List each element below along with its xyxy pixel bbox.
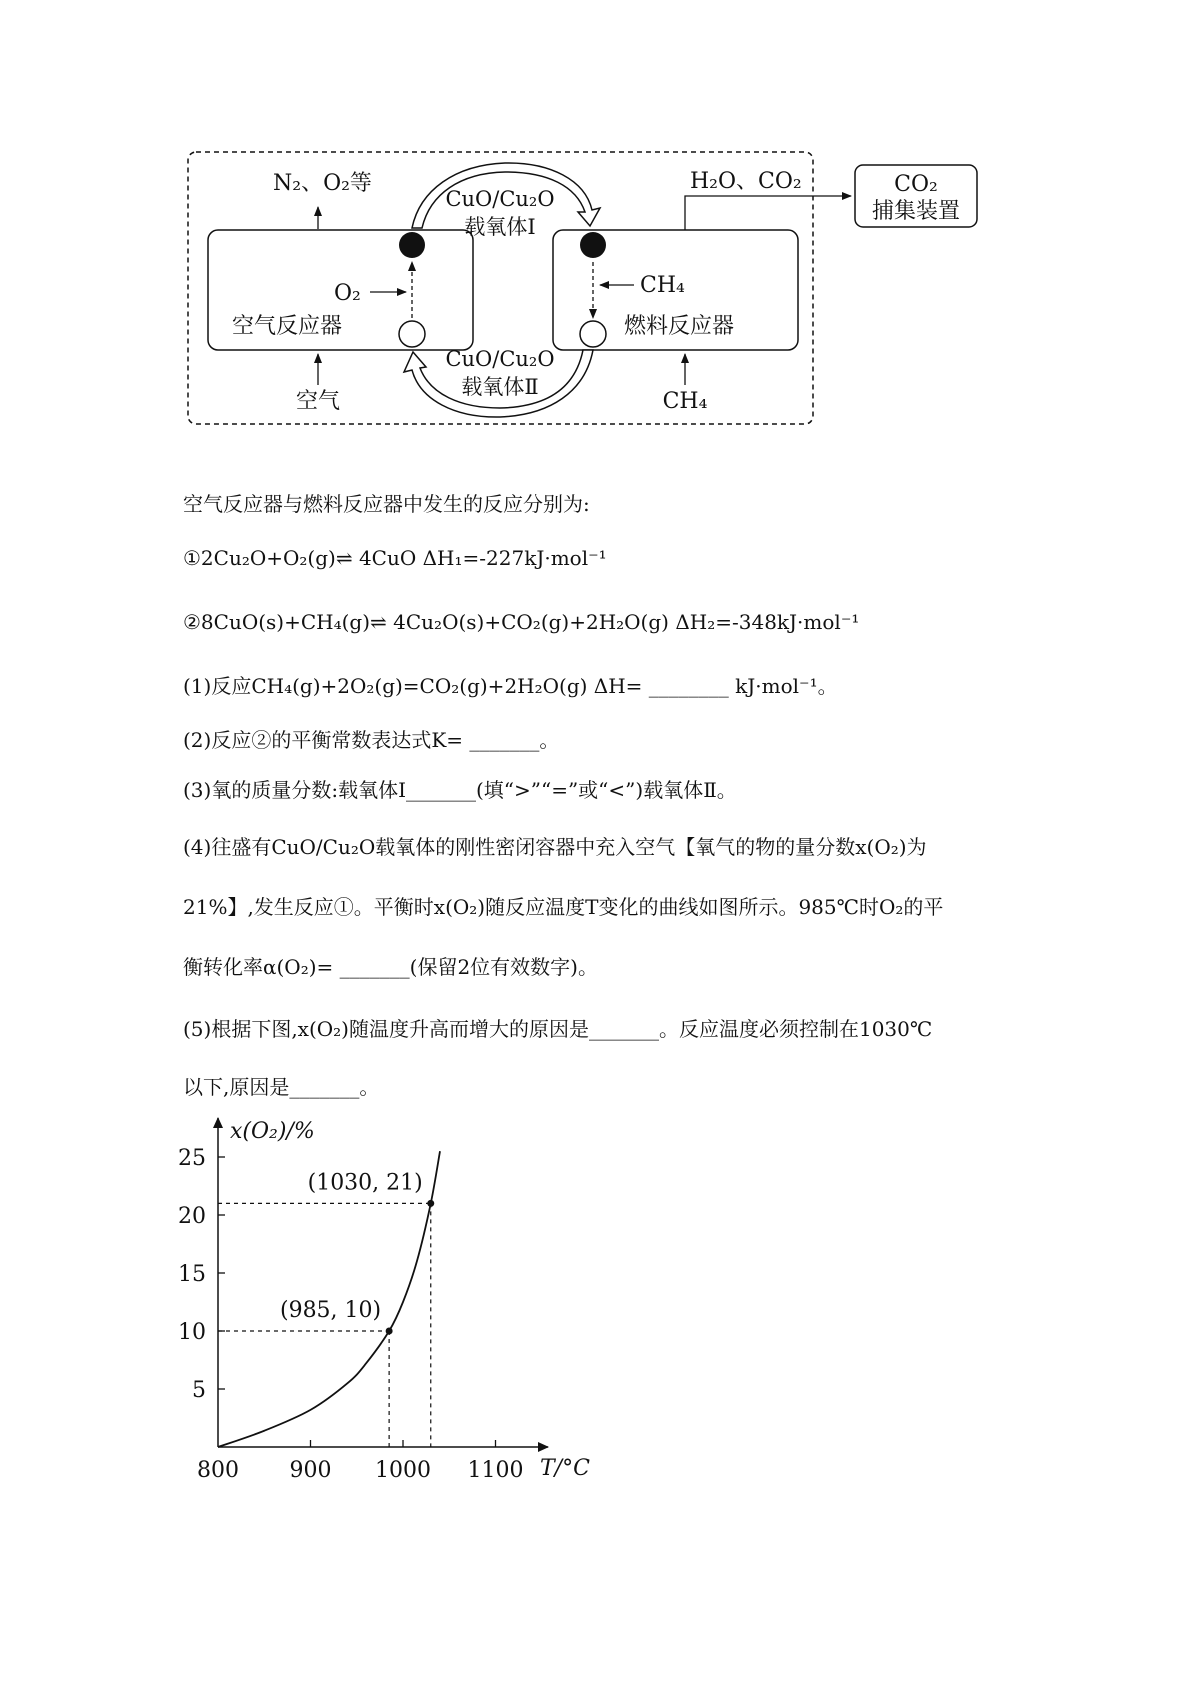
y-tick-label: 20 [178,1204,206,1229]
o2-label: O₂ [334,281,361,306]
intro-line: 空气反应器与燃料反应器中发生的反应分别为: [183,492,590,516]
data-point-label: (1030, 21) [307,1170,423,1196]
carrier-filled-right [580,232,606,258]
question-1: (1)反应CH₄(g)+2O₂(g)=CO₂(g)+2H₂O(g) ΔH= ________ kJ·mol⁻¹。 [183,674,838,698]
top-right-output-label: H₂O、CO₂ [690,169,802,194]
x-tick-label: 1000 [375,1458,431,1483]
fuel-reactor-label: 燃料反应器 [624,314,735,339]
reaction-1: ①2Cu₂O+O₂(g)⇌ 4CuO ΔH₁=-227kJ·mol⁻¹ [183,546,607,570]
carrier-bottom-label-2: 载氧体Ⅱ [461,375,539,399]
carrier-bottom-label-1: CuO/Cu₂O [445,347,555,371]
carrier-top-label-2: 载氧体Ⅰ [464,215,536,239]
question-5-line-1: (5)根据下图,x(O₂)随温度升高而增大的原因是_______。反应温度必须控制在1030℃ [183,1017,933,1041]
ch4-inner-label: CH₄ [640,273,685,298]
y-axis-label: x(O₂)/% [230,1119,315,1144]
x-tick-label: 900 [289,1458,332,1483]
y-tick-label: 25 [178,1146,206,1171]
reaction-2: ②8CuO(s)+CH₄(g)⇌ 4Cu₂O(s)+CO₂(g)+2H₂O(g) ΔH₂=-348kJ·mol⁻¹ [183,610,860,634]
air-reactor-label: 空气反应器 [232,314,343,339]
y-tick-label: 15 [178,1262,206,1287]
capture-label-1: CO₂ [894,172,938,197]
data-point-label: (985, 10) [279,1298,382,1323]
top-left-output-label: N₂、O₂等 [273,171,372,196]
question-2: (2)反应②的平衡常数表达式K= _______。 [183,728,560,752]
y-tick-label: 10 [178,1320,206,1345]
ch4-input-label: CH₄ [662,389,708,414]
process-diagram [0,0,1200,440]
carrier-empty-right [580,321,606,347]
question-5-line-2: 以下,原因是_______。 [183,1075,380,1099]
x-tick-label: 800 [197,1458,239,1483]
air-input-label: 空气 [295,389,341,414]
question-4-line-3: 衡转化率α(O₂)= _______(保留2位有效数字)。 [183,955,598,979]
carrier-filled-left [399,232,425,258]
carrier-empty-left [399,321,425,347]
x-axis-label: T/°C [540,1456,590,1481]
data-point [427,1200,434,1207]
xo2-temperature-chart [0,1100,1200,1520]
question-3: (3)氧的质量分数:载氧体Ⅰ_______(填“>”“=”或“<”)载氧体Ⅱ。 [183,778,737,802]
x-tick-label: 1100 [467,1458,524,1483]
capture-label-2: 捕集装置 [871,199,961,224]
data-point [386,1328,393,1335]
question-4-line-2: 21%】,发生反应①。平衡时x(O₂)随反应温度T变化的曲线如图所示。985℃时O₂的平 [183,895,944,919]
carrier-top-label-1: CuO/Cu₂O [445,187,555,211]
question-4-line-1: (4)往盛有CuO/Cu₂O载氧体的刚性密闭容器中充入空气【氧气的物的量分数x(O₂)为 [183,835,927,859]
y-tick-label: 5 [192,1378,206,1403]
